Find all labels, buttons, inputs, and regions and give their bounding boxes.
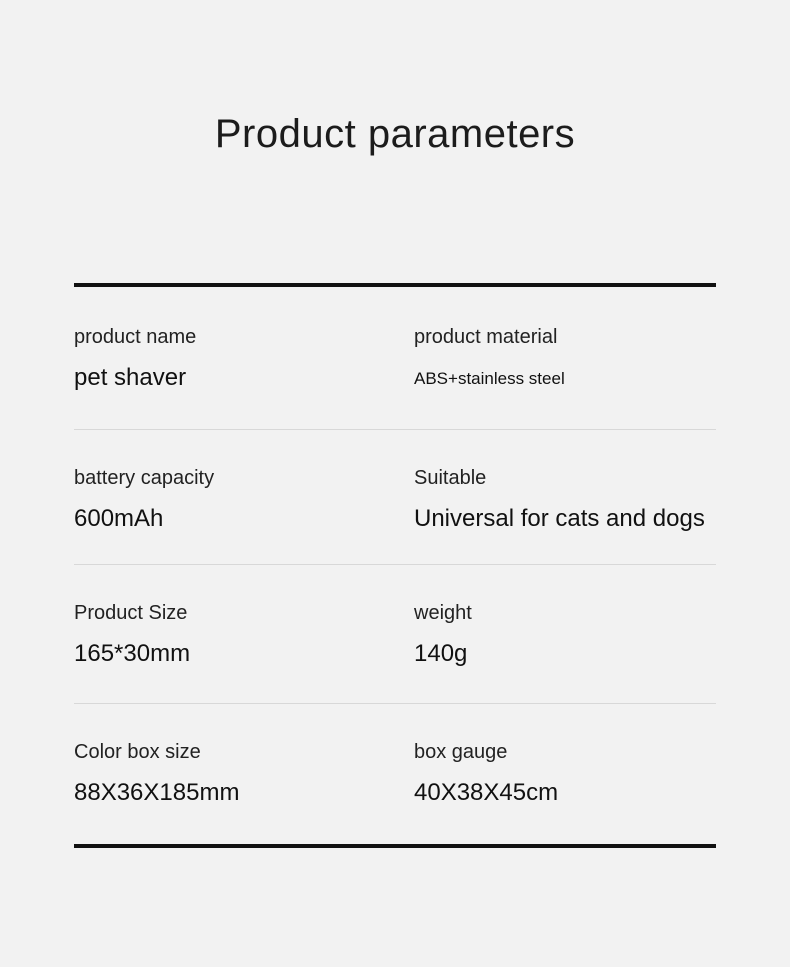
spec-label: product name [74, 326, 197, 348]
spec-cell-product-name [74, 287, 414, 429]
table-row [74, 704, 716, 844]
spec-value: pet shaver [74, 364, 187, 391]
spec-cell-product-material [414, 287, 716, 429]
table-row [74, 565, 716, 704]
spec-value: 88X36X185mm [74, 779, 240, 806]
page-title: Product parameters [214, 112, 576, 156]
spec-value: 165*30mm [74, 640, 191, 667]
table-rows [74, 287, 716, 844]
spec-label: Color box size [74, 741, 201, 763]
spec-value: Universal for cats and dogs [414, 505, 705, 532]
spec-value: 40X38X45cm [414, 779, 559, 806]
table-bottom-rule [74, 844, 716, 848]
spec-cell-box-gauge [414, 704, 716, 844]
spec-cell-battery-capacity [74, 430, 414, 564]
spec-label: Suitable [414, 467, 487, 489]
spec-cell-weight [414, 565, 716, 703]
spec-label: weight [414, 602, 472, 624]
spec-value: 600mAh [74, 505, 164, 532]
spec-label: Product Size [74, 602, 188, 624]
spec-cell-color-box-size [74, 704, 414, 844]
spec-label: battery capacity [74, 467, 215, 489]
specifications-table [74, 283, 716, 848]
spec-label: product material [414, 326, 558, 348]
spec-label: box gauge [414, 741, 508, 763]
spec-value: ABS+stainless steel [414, 369, 565, 388]
table-row [74, 430, 716, 565]
table-row [74, 287, 716, 430]
spec-cell-product-size [74, 565, 414, 703]
spec-value: 140g [414, 640, 468, 667]
spec-cell-suitable [414, 430, 716, 564]
